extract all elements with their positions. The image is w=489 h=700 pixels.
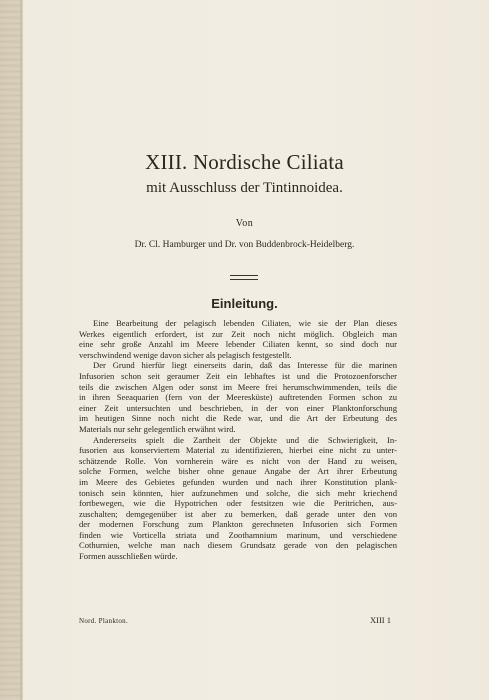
- body-line: im heutigen Sinne noch nicht die Rede war, und die Art der Erbeutung des: [79, 413, 397, 424]
- body-line: fortbewegen, wie die Hypotrichen oder festsitzen wie die Peritrichen, aus-: [79, 498, 397, 509]
- section-heading: Einleitung.: [211, 296, 278, 311]
- title-divider: [230, 275, 258, 280]
- body-line: Andererseits spielt die Zartheit der Objekte und die Schwierigkeit, In-: [93, 434, 397, 445]
- body-line: zuschalten; demgegenüber ist aber zu bemerken, daß gerade unter den von: [79, 508, 397, 519]
- body-line: Infusorien schon seit geraumer Zeit ein lebhaftes ist und die Protozoenforscher: [79, 370, 397, 381]
- body-line: verschwindend wenige davon sicher als pelagisch festgestellt.: [79, 349, 292, 360]
- body-line: Der Grund hierfür liegt einerseits darin, daß das Interesse für die marinen: [93, 360, 397, 371]
- binding-edge: [0, 0, 22, 700]
- authors: Dr. Cl. Hamburger und Dr. von Buddenbrock-Heidelberg.: [134, 240, 355, 250]
- body-line: Formen ausschließen würde.: [79, 551, 178, 562]
- body-line: Materials nur sehr gelegentlich erwähnt wird.: [79, 423, 236, 434]
- body-text: [79, 318, 397, 562]
- by-label: Von: [235, 218, 254, 229]
- body-line: schätzende Rolle. Von vornherein wäre es nicht von der Hand zu weisen,: [79, 455, 397, 466]
- body-line: tonisch sein könnten, hier aufzunehmen und solche, die sich mehr kriechend: [79, 487, 397, 498]
- footer-signature: XIII 1: [370, 615, 392, 625]
- chapter-subtitle: mit Ausschluss der Tintinnoidea.: [146, 180, 343, 196]
- body-line: Cothurnien, welche man nach diesem Grundsatz gerade von den pelagischen: [79, 540, 397, 551]
- body-line: solche Formen, welche bisher ohne genaue Angabe der Art ihrer Erbeutung: [79, 466, 397, 477]
- chapter-title: XIII. Nordische Ciliata: [145, 150, 344, 174]
- footer-series-label: Nord. Plankton.: [79, 617, 129, 625]
- body-line: Werkes eigentlich erfordert, ist zur Zeit noch nicht möglich. Obgleich man: [79, 328, 397, 339]
- body-line: in ihren Seeaquarien (fern von der Meeresküste) auftretenden Formen schon zu: [79, 392, 397, 403]
- body-line: der modernen Forschung zum Plankton gerechneten Infusorien sich Formen: [79, 519, 397, 530]
- body-line: eine sehr große Anzahl im Meere lebender Ciliaten kennt, so sind doch nur: [79, 339, 397, 350]
- body-line: teils die zwischen Algen oder sonst im Meere frei herumschwimmenden, teils die: [79, 381, 397, 392]
- body-line: fusorien aus konserviertem Material zu identifizieren, hierbei eine nicht zu unter-: [79, 445, 397, 456]
- body-line: im Meere des Gebietes gefunden wurden und nach ihrer Konstitution plank-: [79, 476, 397, 487]
- body-line: einer Zeit untersuchten und beschrieben, in der von einer Planktonforschung: [79, 402, 397, 413]
- body-line: finden wie Vorticella striata und Zoothamnium marinum, und verschiedene: [79, 529, 397, 540]
- binding-shadow: [20, 0, 23, 700]
- body-line: Eine Bearbeitung der pelagisch lebenden Ciliaten, wie sie der Plan dieses: [93, 318, 397, 328]
